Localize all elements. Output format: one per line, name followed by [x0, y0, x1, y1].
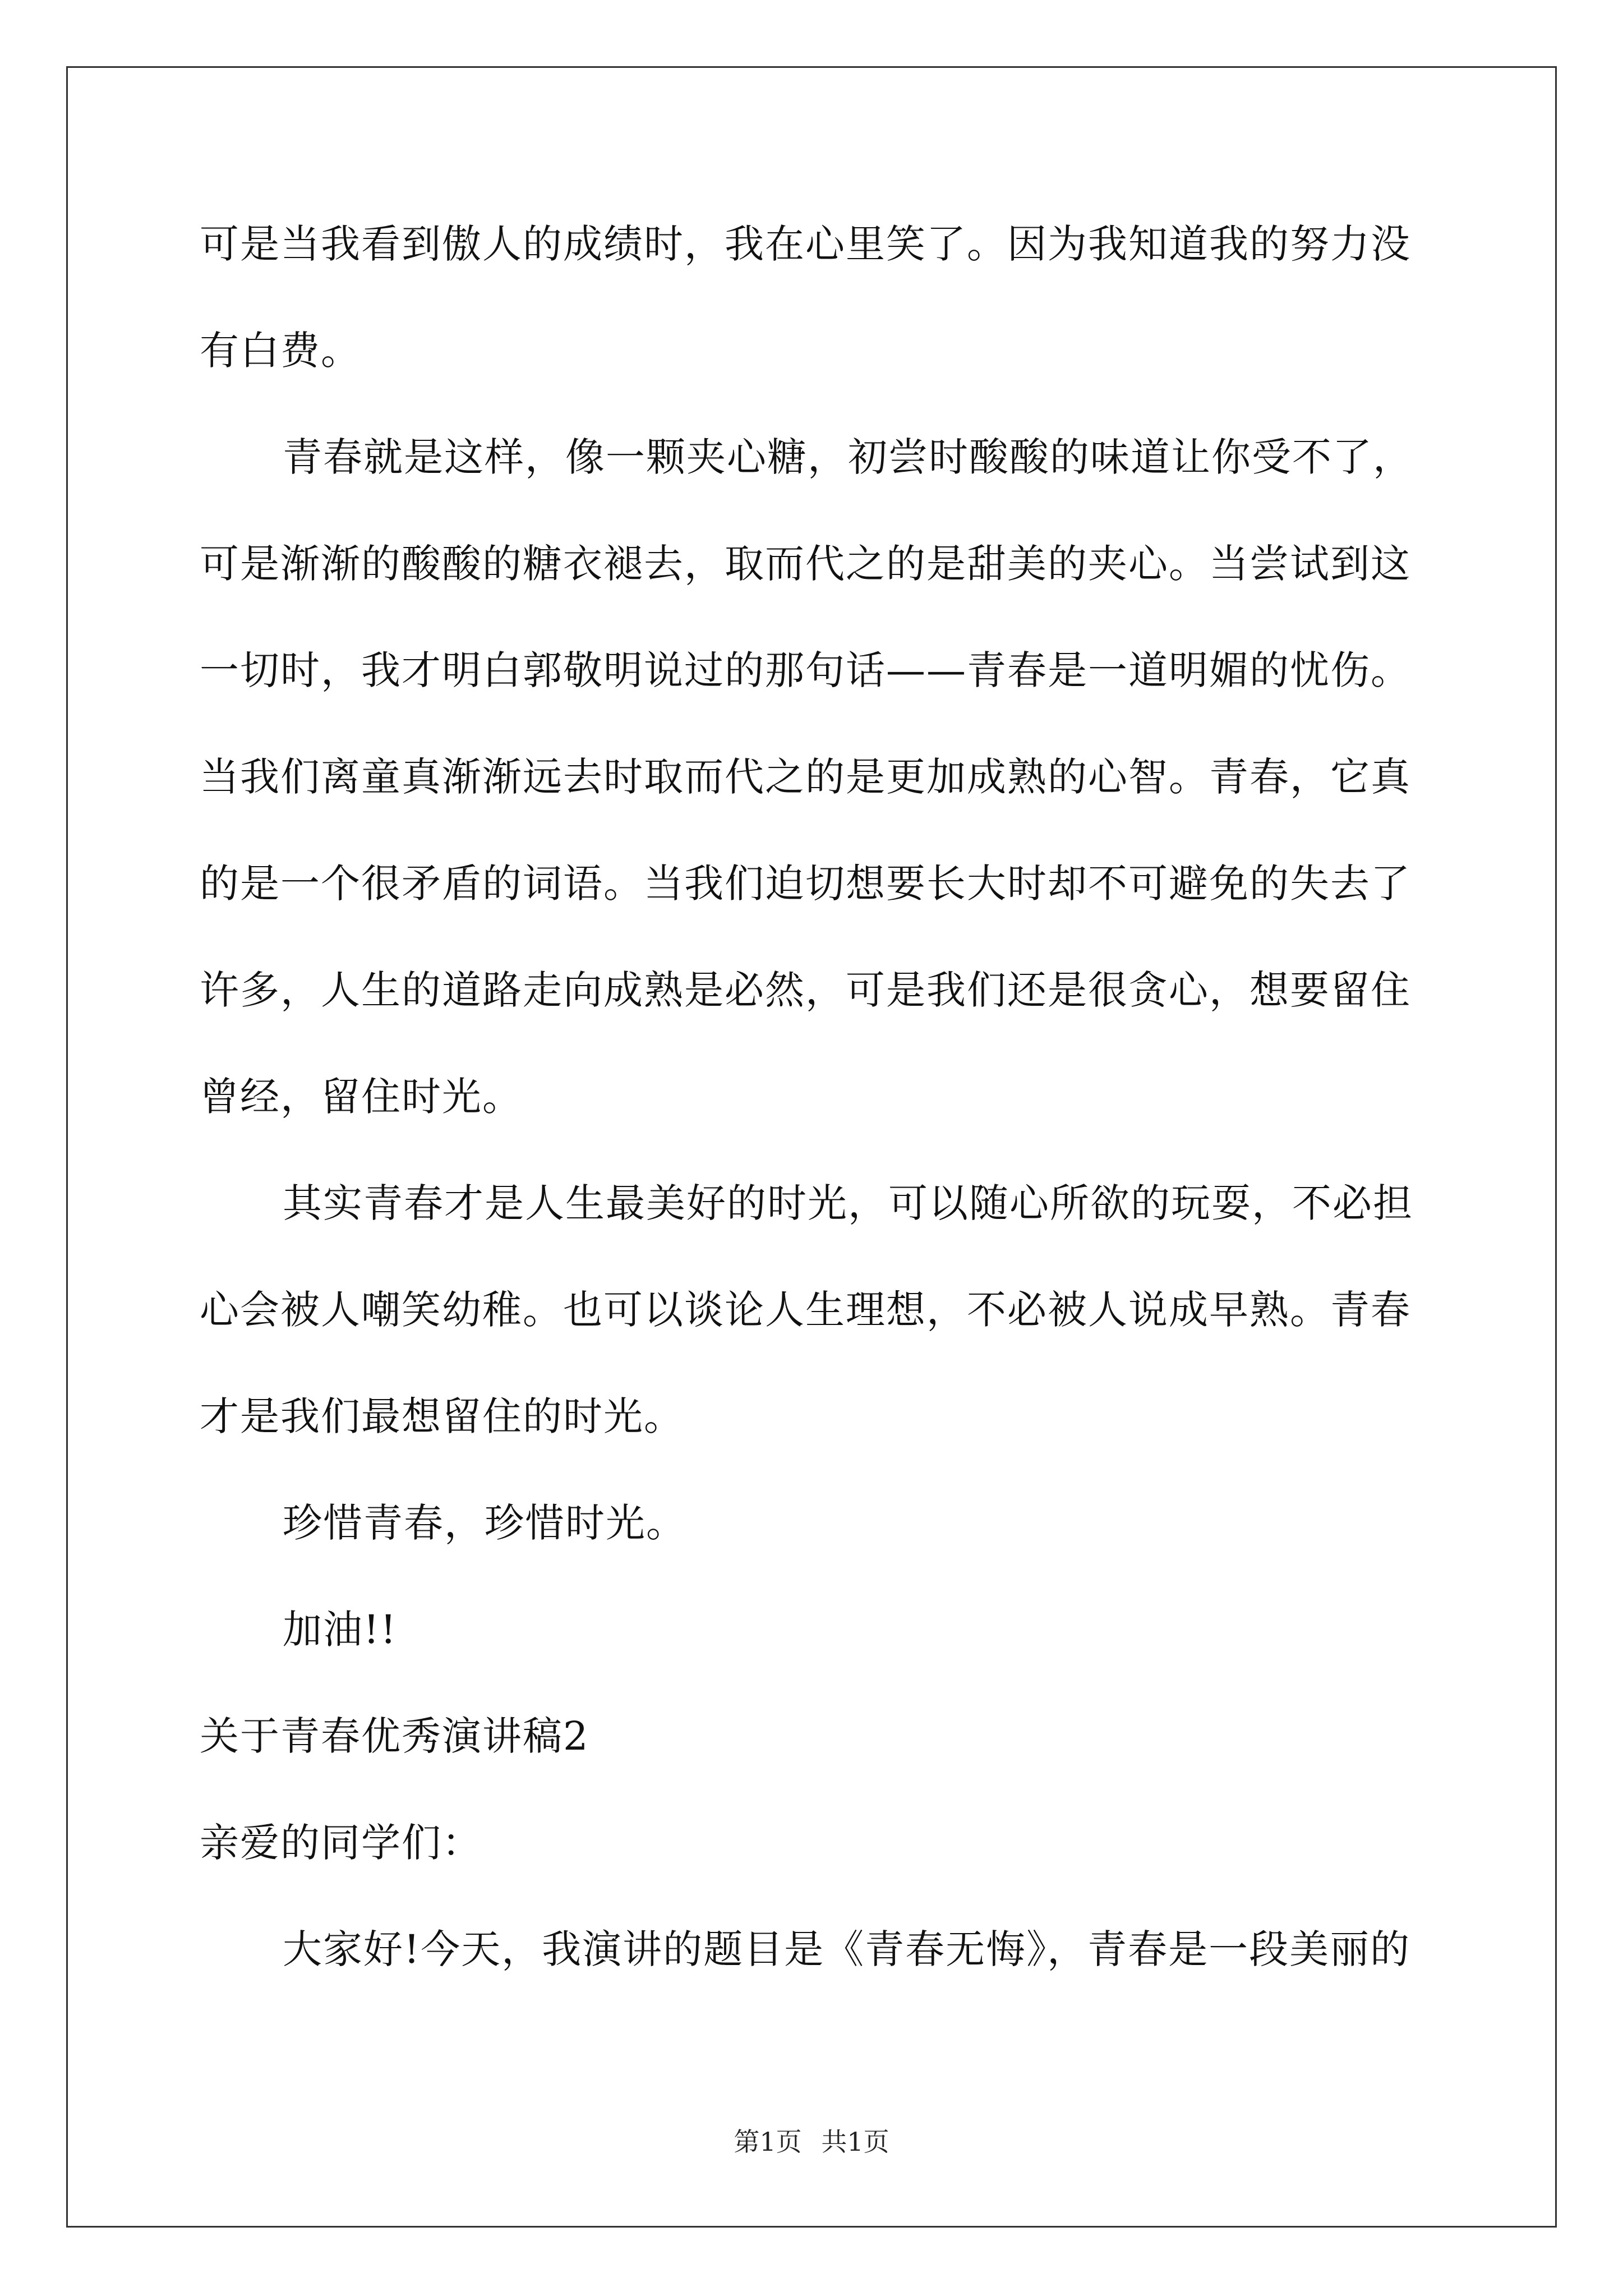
text-line: 心会被人嘲笑幼稚。也可以谈论人生理想，不必被人说成早熟。青春 — [200, 1287, 1411, 1333]
page-border — [66, 66, 1557, 2228]
text-line: 的是一个很矛盾的词语。当我们迫切想要长大时却不可避免的失去了 — [200, 861, 1411, 907]
page-number: 第1页 — [734, 2127, 802, 2157]
text-line: 可是当我看到傲人的成绩时，我在心里笑了。因为我知道我的努力没 — [200, 221, 1411, 267]
paragraph-start-line: 加油!! — [283, 1607, 398, 1653]
text-line: 许多，人生的道路走向成熟是必然，可是我们还是很贪心，想要留住 — [200, 967, 1411, 1013]
text-line: 曾经，留住时光。 — [200, 1074, 523, 1120]
salutation: 亲爱的同学们： — [200, 1820, 482, 1866]
paragraph-start-line: 青春就是这样，像一颗夹心糖，初尝时酸酸的味道让你受不了， — [283, 434, 1413, 480]
page-total: 共1页 — [821, 2127, 889, 2157]
text-line: 可是渐渐的酸酸的糖衣褪去，取而代之的是甜美的夹心。当尝试到这 — [200, 541, 1411, 587]
page-footer — [0, 2125, 1623, 2159]
section-heading: 关于青春优秀演讲稿2 — [200, 1713, 589, 1759]
paragraph-start-line: 大家好!今天，我演讲的题目是《青春无悔》，青春是一段美丽的 — [283, 1926, 1411, 1972]
text-line: 一切时，我才明白郭敬明说过的那句话——青春是一道明媚的忧伤。 — [200, 647, 1411, 693]
paragraph-start-line: 其实青春才是人生最美好的时光，可以随心所欲的玩耍，不必担 — [283, 1180, 1413, 1226]
paragraph-start-line: 珍惜青春，珍惜时光。 — [283, 1500, 686, 1546]
text-line: 才是我们最想留住的时光。 — [200, 1393, 684, 1439]
text-line: 有白费。 — [200, 328, 361, 374]
text-line: 当我们离童真渐渐远去时取而代之的是更加成熟的心智。青春，它真 — [200, 754, 1411, 800]
